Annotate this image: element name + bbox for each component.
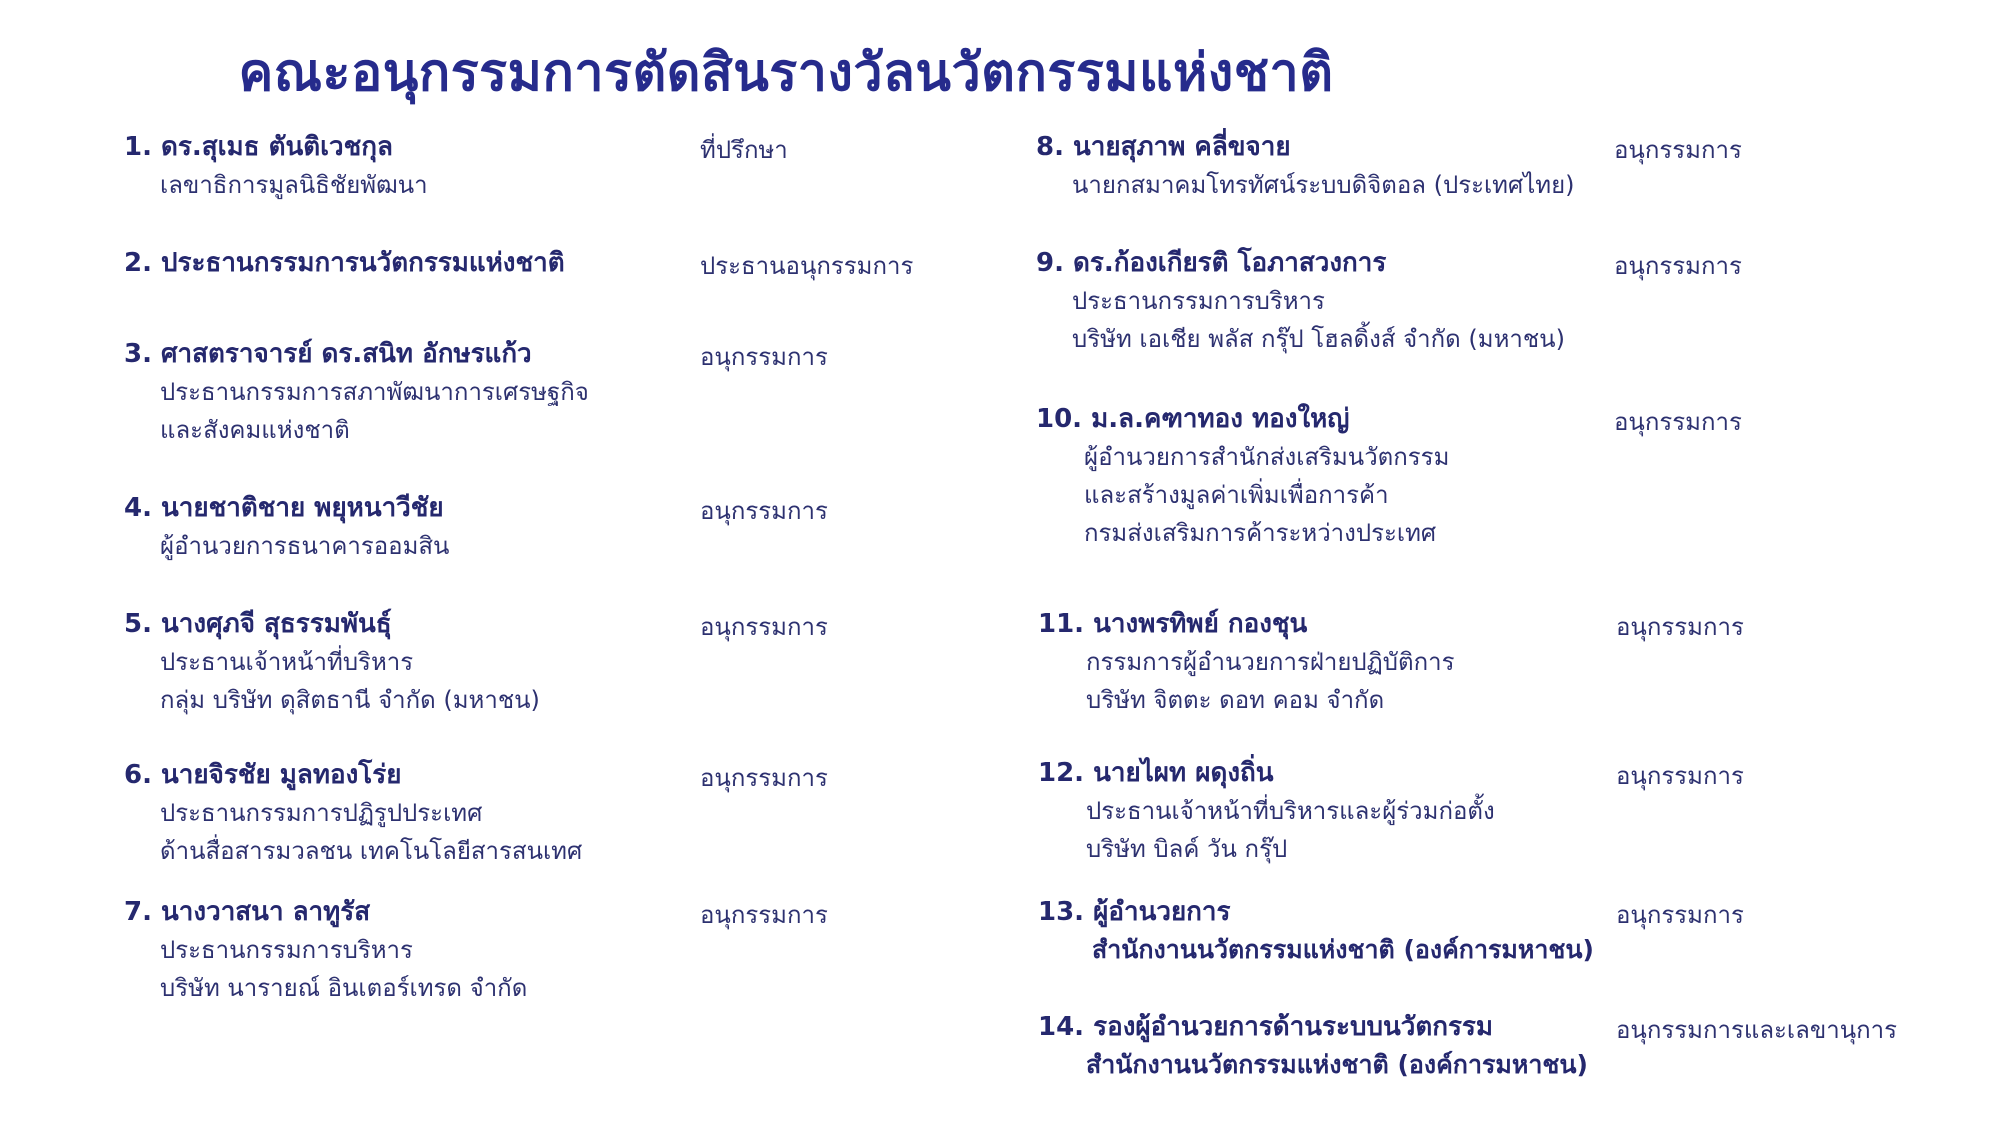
- member-name: [1038, 754, 1495, 792]
- member-name-text: ผู้อำนวยการ: [1093, 897, 1231, 927]
- member-role: อนุกรรมการ: [700, 613, 828, 641]
- member-description: ประธานกรรมการบริหาร: [160, 936, 413, 964]
- member-name: [1038, 1008, 1588, 1046]
- member-14: [1038, 1008, 1588, 1084]
- member-number: 8.: [1036, 132, 1064, 162]
- member-5: [124, 605, 540, 719]
- member-name-text: ดร.ก้องเกียรติ โอภาสวงการ: [1073, 248, 1387, 278]
- member-description: ผู้อำนวยการสำนักส่งเสริมนวัตกรรม: [1084, 443, 1450, 471]
- member-number: 12.: [1038, 758, 1085, 788]
- member-description: นายกสมาคมโทรทัศน์ระบบดิจิตอล (ประเทศไทย): [1072, 171, 1575, 199]
- member-description: และสร้างมูลค่าเพิ่มเพื่อการค้า: [1084, 481, 1389, 509]
- member-name-text: ศาสตราจารย์ ดร.สนิท อักษรแก้ว: [161, 339, 532, 369]
- member-description: ประธานกรรมการสภาพัฒนาการเศรษฐกิจ: [160, 378, 589, 406]
- member-name-text: นายจิรชัย มูลทองโร่ย: [161, 760, 402, 790]
- member-number: 5.: [124, 609, 152, 639]
- member-name-text: นายสุภาพ คลี่ขจาย: [1073, 132, 1291, 162]
- member-role: อนุกรรมการและเลขานุการ: [1616, 1016, 1898, 1044]
- member-role: ประธานอนุกรรมการ: [700, 252, 914, 280]
- member-number: 13.: [1038, 897, 1085, 927]
- member-name-text: นางศุภจี สุธรรมพันธุ์: [161, 609, 392, 639]
- member-13: [1038, 893, 1594, 969]
- member-description: สำนักงานนวัตกรรมแห่งชาติ (องค์การมหาชน): [1092, 935, 1594, 964]
- member-description: บริษัท จิตตะ ดอท คอม จำกัด: [1086, 686, 1385, 714]
- member-name-text: นายชาติชาย พยุหนาวีชัย: [161, 493, 444, 523]
- member-name: [124, 489, 449, 527]
- member-name: [124, 756, 582, 794]
- member-7: [124, 893, 527, 1007]
- member-description: กรรมการผู้อำนวยการฝ่ายปฏิบัติการ: [1086, 648, 1455, 676]
- member-number: 10.: [1036, 404, 1083, 434]
- member-name: [1038, 893, 1594, 931]
- member-2: [124, 244, 565, 282]
- member-name: [124, 893, 527, 931]
- member-number: 7.: [124, 897, 152, 927]
- member-description: บริษัท เอเชีย พลัส กรุ๊ป โฮลดิ้งส์ จำกัด (มหาชน): [1072, 325, 1565, 353]
- member-name-text: รองผู้อำนวยการด้านระบบนวัตกรรม: [1093, 1012, 1494, 1042]
- member-description: สำนักงานนวัตกรรมแห่งชาติ (องค์การมหาชน): [1086, 1050, 1588, 1079]
- member-role: อนุกรรมการ: [1614, 136, 1742, 164]
- member-role: อนุกรรมการ: [1616, 613, 1744, 641]
- member-name: [124, 244, 565, 282]
- member-name-text: ประธานกรรมการนวัตกรรมแห่งชาติ: [161, 248, 565, 278]
- member-name-text: นางพรทิพย์ กองชุน: [1093, 609, 1308, 639]
- member-description: ด้านสื่อสารมวลชน เทคโนโลยีสารสนเทศ: [160, 837, 583, 865]
- member-description: ประธานเจ้าหน้าที่บริหาร: [160, 648, 414, 676]
- member-12: [1038, 754, 1495, 868]
- member-description: ประธานเจ้าหน้าที่บริหารและผู้ร่วมก่อตั้ง: [1086, 797, 1495, 825]
- member-number: 9.: [1036, 248, 1064, 278]
- member-name-text: นางวาสนา ลาทูรัส: [161, 897, 371, 927]
- member-role: อนุกรรมการ: [1614, 408, 1742, 436]
- member-number: 3.: [124, 339, 152, 369]
- member-description: ประธานกรรมการปฏิรูปประเทศ: [160, 799, 483, 827]
- member-name: [1036, 128, 1575, 166]
- member-name: [124, 605, 540, 643]
- member-9: [1036, 244, 1565, 358]
- member-name-text: ม.ล.คฑาทอง ทองใหญ่: [1091, 404, 1350, 434]
- member-8: [1036, 128, 1575, 204]
- member-role: อนุกรรมการ: [700, 497, 828, 525]
- member-3: [124, 335, 589, 449]
- member-role: อนุกรรมการ: [700, 901, 828, 929]
- member-number: 4.: [124, 493, 152, 523]
- member-description: บริษัท บิลค์ วัน กรุ๊ป: [1086, 835, 1288, 863]
- member-name-text: นายไผท ผดุงถิ่น: [1093, 758, 1274, 788]
- member-description: ผู้อำนวยการธนาคารออมสิน: [160, 532, 450, 560]
- member-number: 2.: [124, 248, 152, 278]
- member-role: อนุกรรมการ: [700, 764, 828, 792]
- member-number: 11.: [1038, 609, 1085, 639]
- member-description: และสังคมแห่งชาติ: [160, 416, 350, 444]
- member-6: [124, 756, 582, 870]
- member-description: ประธานกรรมการบริหาร: [1072, 287, 1325, 315]
- member-number: 1.: [124, 132, 152, 162]
- member-name: [1038, 605, 1455, 643]
- member-name-text: ดร.สุเมธ ตันติเวชกุล: [161, 132, 393, 162]
- member-description: กรมส่งเสริมการค้าระหว่างประเทศ: [1084, 519, 1437, 547]
- member-description: กลุ่ม บริษัท ดุสิตธานี จำกัด (มหาชน): [160, 686, 540, 714]
- member-name: [124, 335, 589, 373]
- member-1: [124, 128, 428, 204]
- member-description: เลขาธิการมูลนิธิชัยพัฒนา: [160, 171, 428, 199]
- page-title: คณะอนุกรรมการตัดสินรางวัลนวัตกรรมแห่งชาติ: [238, 43, 1334, 103]
- member-name: [1036, 244, 1565, 282]
- member-name: [1036, 400, 1449, 438]
- member-role: ที่ปรึกษา: [700, 136, 788, 164]
- member-role: อนุกรรมการ: [1616, 762, 1744, 790]
- member-name: [124, 128, 428, 166]
- member-description: บริษัท นารายณ์ อินเตอร์เทรด จำกัด: [160, 974, 528, 1002]
- member-4: [124, 489, 449, 565]
- member-10: [1036, 400, 1449, 552]
- member-role: อนุกรรมการ: [1616, 901, 1744, 929]
- member-number: 6.: [124, 760, 152, 790]
- member-number: 14.: [1038, 1012, 1085, 1042]
- member-role: อนุกรรมการ: [700, 343, 828, 371]
- member-role: อนุกรรมการ: [1614, 252, 1742, 280]
- member-11: [1038, 605, 1455, 719]
